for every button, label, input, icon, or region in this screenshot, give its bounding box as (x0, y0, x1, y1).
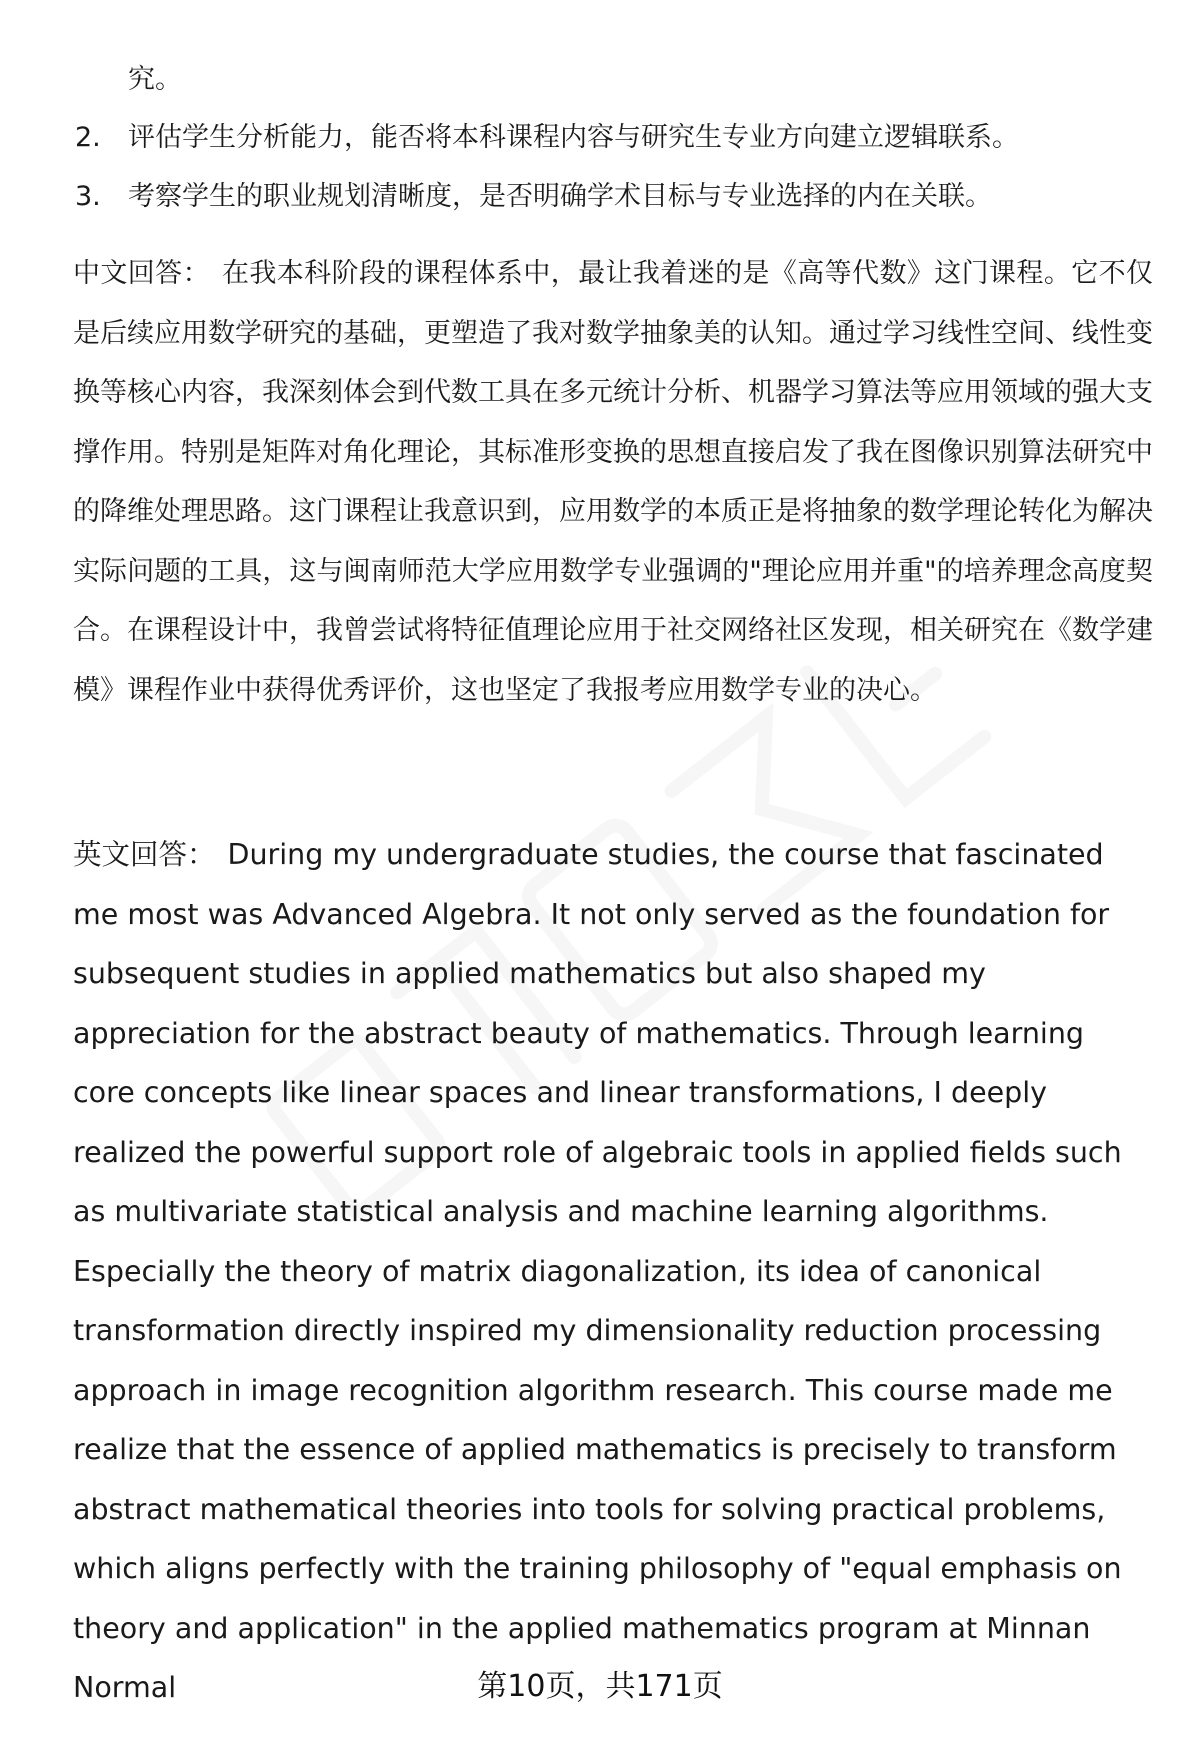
criteria-number: 2. (75, 122, 101, 153)
chinese-answer-paragraph (73, 244, 1153, 720)
english-answer-paragraph (73, 825, 1153, 1718)
criteria-number: 3. (75, 181, 101, 212)
page-indicator: 第10页，共171页 (477, 1669, 723, 1704)
criteria-text: 考察学生的职业规划清晰度，是否明确学术目标与专业选择的内在关联。 (128, 181, 992, 212)
criteria-item (75, 116, 1155, 160)
chinese-answer-text: 在我本科阶段的课程体系中，最让我着迷的是《高等代数》这门课程。它不仅是后续应用数学研究的基础，更塑造了我对数学抽象美的认知。通过学习线性空间、线性变换等核心内容，我深刻体会到代数工具在多元统计分析、机器学习算法等应用领域的强大支撑作用。特别是矩阵对角化理论，其标准形变换的思想直接启发了我在图像识别算法研究中的降维处理思路。这门课程让我意识到，应用数学的本质正是将抽象的数学理论转化为解决实际问题的工具，这与闽南师范大学应用数学专业强调的"理论应用并重"的培养理念高度契合。在课程设计中，我曾尝试将特征值理论应用于社交网络社区发现，相关研究在《数学建模》课程作业中获得优秀评价，这也坚定了我报考应用数学专业的决心。 (73, 258, 1154, 706)
evaluation-criteria-list (75, 116, 1155, 234)
criteria-item (75, 175, 1155, 219)
chinese-answer-label: 中文回答： (73, 258, 210, 289)
continuation-line: 究。 (128, 64, 182, 95)
english-answer-text: During my undergraduate studies, the course that fascinated me most was Advanced Algebra. It not only served as the foundation for subsequent studies in applied mathematics but also shaped my appreciation for the abstract beauty of mathematics. Through learning core concepts like linear spaces and linear transformations, I deeply realized the powerful support role of algebraic tools in applied fields such as multivariate statistical analysis and machine learning algorithms. Especially the theory of matrix diagonalization, its idea of canonical transformation directly inspired my dimensionality reduction processing approach in image recognition algorithm research. This course made me realize that the essence of applied mathematics is precisely to transform abstract mathematical theories into tools for solving practical problems, which aligns perfectly with the training philosophy of "equal emphasis on theory and application" in the applied mathematics program at Minnan Normal (73, 838, 1122, 1704)
page-footer (0, 1665, 1200, 1709)
english-answer-label: 英文回答： (73, 838, 216, 871)
criteria-text: 评估学生分析能力，能否将本科课程内容与研究生专业方向建立逻辑联系。 (128, 122, 1019, 153)
